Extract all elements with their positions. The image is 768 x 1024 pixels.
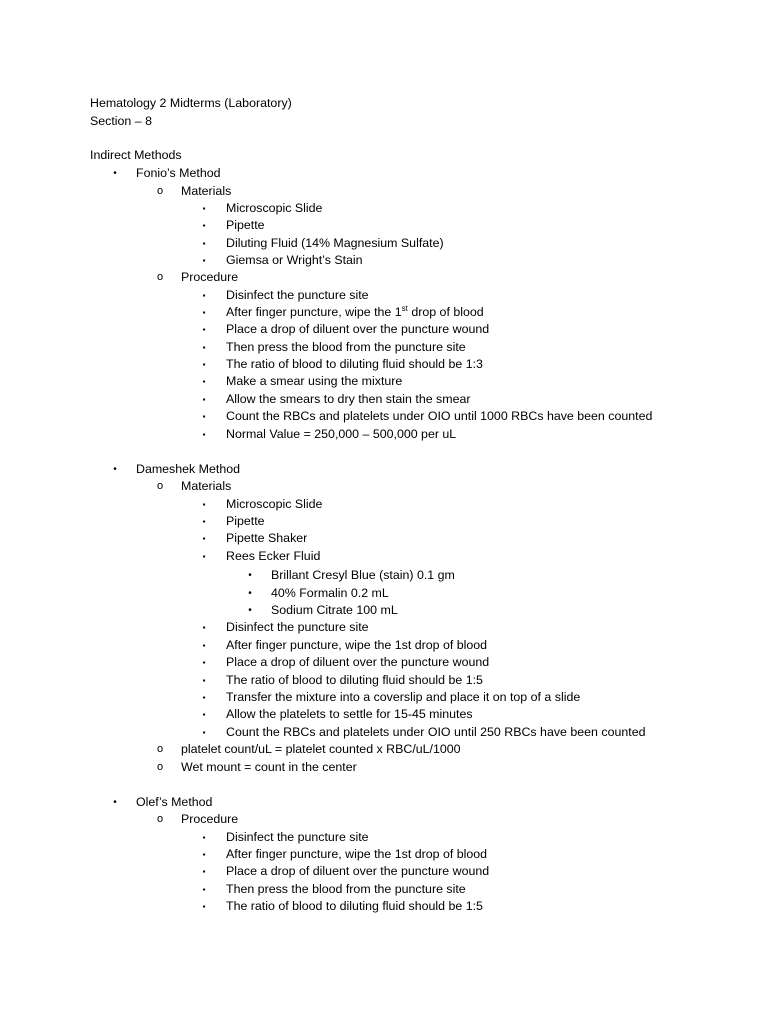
list-item: ▪ After finger puncture, wipe the 1st drop of blood	[226, 304, 484, 321]
list-item-procedure: o Procedure	[181, 811, 238, 828]
square-bullet: ▪	[202, 728, 206, 737]
list-item: ▪ Place a drop of diluent over the puncture wound	[226, 863, 489, 880]
square-bullet: ▪	[202, 885, 206, 894]
document-title: Hematology 2 Midterms (Laboratory)	[90, 96, 292, 110]
circle-bullet: o	[156, 185, 164, 197]
list-item: ▪ The ratio of blood to diluting fluid should be 1:5	[226, 672, 483, 689]
disc-bullet: •	[248, 588, 252, 599]
list-item: ▪ Diluting Fluid (14% Magnesium Sulfate)	[226, 235, 444, 252]
square-bullet: ▪	[202, 221, 206, 230]
circle-bullet: o	[156, 271, 164, 283]
list-item: ▪ Pipette	[226, 217, 265, 234]
square-bullet: ▪	[202, 377, 206, 386]
list-item: ▪ Disinfect the puncture site	[226, 619, 369, 636]
circle-bullet: o	[156, 480, 164, 492]
circle-bullet: o	[156, 743, 164, 755]
square-bullet: ▪	[202, 867, 206, 876]
disc-bullet: •	[248, 605, 252, 616]
list-item-formula: o platelet count/uL = platelet counted x RBC/uL/1000	[181, 741, 461, 758]
heading-indirect-methods: Indirect Methods	[90, 148, 182, 162]
list-item: ▪ After finger puncture, wipe the 1st drop of blood	[226, 846, 487, 863]
list-item: ▪ Disinfect the puncture site	[226, 287, 369, 304]
square-bullet: ▪	[202, 676, 206, 685]
square-bullet: ▪	[202, 291, 206, 300]
disc-bullet: •	[113, 797, 117, 808]
square-bullet: ▪	[202, 430, 206, 439]
square-bullet: ▪	[202, 325, 206, 334]
square-bullet: ▪	[202, 412, 206, 421]
list-item: • Sodium Citrate 100 mL	[271, 602, 398, 619]
list-item: ▪ Place a drop of diluent over the puncture wound	[226, 654, 489, 671]
list-item: ▪ Count the RBCs and platelets under OIO until 1000 RBCs have been counted	[226, 408, 652, 425]
square-bullet: ▪	[202, 902, 206, 911]
list-item: ▪ Transfer the mixture into a coverslip and place it on top of a slide	[226, 689, 580, 706]
circle-bullet: o	[156, 761, 164, 773]
square-bullet: ▪	[202, 343, 206, 352]
square-bullet: ▪	[202, 641, 206, 650]
square-bullet: ▪	[202, 256, 206, 265]
list-item: ▪ Disinfect the puncture site	[226, 829, 369, 846]
list-item-olef-method: • Olef’s Method	[136, 794, 212, 811]
list-item: • 40% Formalin 0.2 mL	[271, 585, 389, 602]
list-item-dameshek-method: • Dameshek Method	[136, 461, 240, 478]
list-item: ▪ The ratio of blood to diluting fluid should be 1:3	[226, 356, 483, 373]
square-bullet: ▪	[202, 500, 206, 509]
square-bullet: ▪	[202, 395, 206, 404]
list-item: ▪ Allow the smears to dry then stain the smear	[226, 391, 470, 408]
square-bullet: ▪	[202, 204, 206, 213]
square-bullet: ▪	[202, 623, 206, 632]
list-item: ▪ Then press the blood from the puncture site	[226, 339, 466, 356]
list-item-fonio-method: • Fonio’s Method	[136, 165, 221, 182]
list-item: ▪ Microscopic Slide	[226, 200, 322, 217]
disc-bullet: •	[113, 168, 117, 179]
list-item-materials: o Materials	[181, 478, 231, 495]
list-item: ▪ The ratio of blood to diluting fluid should be 1:5	[226, 898, 483, 915]
square-bullet: ▪	[202, 517, 206, 526]
square-bullet: ▪	[202, 239, 206, 248]
list-item: ▪ Make a smear using the mixture	[226, 373, 402, 390]
square-bullet: ▪	[202, 534, 206, 543]
square-bullet: ▪	[202, 308, 206, 317]
list-item: ▪ Microscopic Slide	[226, 496, 322, 513]
list-item: ▪ Normal Value = 250,000 – 500,000 per uL	[226, 426, 456, 443]
circle-bullet: o	[156, 813, 164, 825]
square-bullet: ▪	[202, 833, 206, 842]
list-item: ▪ Allow the platelets to settle for 15-45 minutes	[226, 706, 473, 723]
list-item: ▪ Place a drop of diluent over the puncture wound	[226, 321, 489, 338]
list-item: • Brillant Cresyl Blue (stain) 0.1 gm	[271, 567, 455, 584]
square-bullet: ▪	[202, 552, 206, 561]
list-item: ▪ Pipette	[226, 513, 265, 530]
square-bullet: ▪	[202, 693, 206, 702]
list-item: ▪ Count the RBCs and platelets under OIO until 250 RBCs have been counted	[226, 724, 645, 741]
disc-bullet: •	[113, 464, 117, 475]
list-item-procedure: o Procedure	[181, 269, 238, 286]
disc-bullet: •	[248, 570, 252, 581]
list-item: ▪ Giemsa or Wright’s Stain	[226, 252, 363, 269]
square-bullet: ▪	[202, 710, 206, 719]
list-item-wet-mount: o Wet mount = count in the center	[181, 759, 357, 776]
list-item: ▪ Pipette Shaker	[226, 530, 307, 547]
list-item-materials: o Materials	[181, 183, 231, 200]
square-bullet: ▪	[202, 850, 206, 859]
square-bullet: ▪	[202, 360, 206, 369]
section-label: Section – 8	[90, 114, 152, 128]
list-item: ▪ After finger puncture, wipe the 1st drop of blood	[226, 637, 487, 654]
square-bullet: ▪	[202, 658, 206, 667]
list-item: ▪ Rees Ecker Fluid	[226, 548, 320, 565]
list-item: ▪ Then press the blood from the puncture site	[226, 881, 466, 898]
